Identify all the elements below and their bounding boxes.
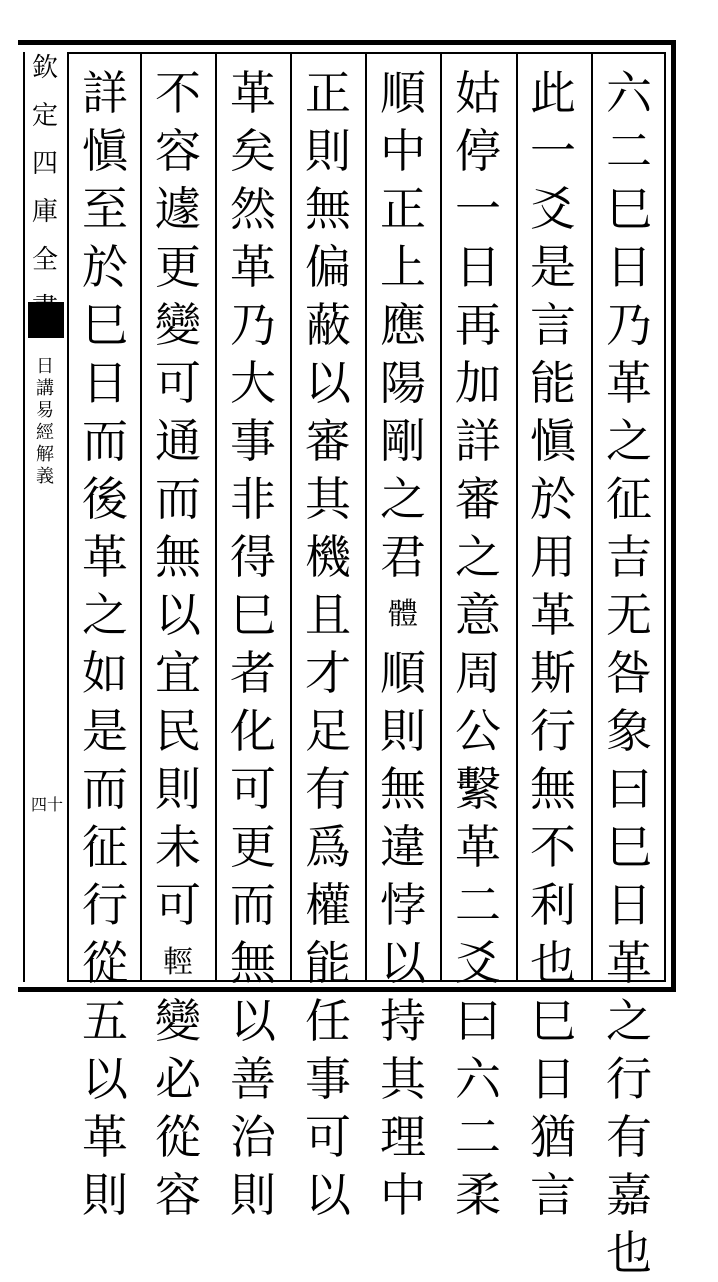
column-char: 繫 bbox=[455, 762, 501, 816]
column-char: 通 bbox=[155, 414, 201, 468]
column-char: 革 bbox=[230, 66, 276, 120]
column-char: 從 bbox=[82, 936, 128, 990]
column-char: 得 bbox=[230, 530, 276, 584]
column-char: 姑 bbox=[455, 66, 501, 120]
column-char: 且 bbox=[305, 588, 351, 642]
column-char: 爲 bbox=[305, 820, 351, 874]
column-char: 革 bbox=[606, 936, 652, 990]
column-char: 可 bbox=[230, 762, 276, 816]
column-char: 理 bbox=[380, 1110, 426, 1164]
column-char: 容 bbox=[155, 1168, 201, 1222]
column-char: 機 bbox=[305, 530, 351, 584]
column-char: 其 bbox=[305, 472, 351, 526]
margin-char: 庫 bbox=[31, 197, 58, 227]
column-char: 不 bbox=[155, 66, 201, 120]
column-char: 爻 bbox=[530, 182, 576, 236]
column-char: 從 bbox=[155, 1110, 201, 1164]
column-char: 至 bbox=[82, 182, 128, 236]
column-char: 陽 bbox=[380, 356, 426, 410]
column-char: 化 bbox=[230, 704, 276, 758]
column-char: 以 bbox=[82, 1052, 128, 1106]
column-char: 無 bbox=[230, 936, 276, 990]
column-char: 再 bbox=[455, 298, 501, 352]
margin-section-title bbox=[26, 356, 64, 488]
column-char: 二 bbox=[455, 1110, 501, 1164]
column-char: 如 bbox=[82, 646, 128, 700]
column-char: 足 bbox=[305, 704, 351, 758]
column-char: 順 bbox=[380, 66, 426, 120]
column-char: 行 bbox=[82, 878, 128, 932]
column-char: 六 bbox=[606, 66, 652, 120]
column-char: 偏 bbox=[305, 240, 351, 294]
column-char: 五 bbox=[82, 994, 128, 1048]
column-char: 言 bbox=[530, 298, 576, 352]
column-char: 則 bbox=[155, 762, 201, 816]
column-char: 猶 bbox=[530, 1110, 576, 1164]
column-char: 利 bbox=[530, 878, 576, 932]
column-char: 巳 bbox=[606, 182, 652, 236]
column-char: 正 bbox=[305, 66, 351, 120]
margin-char: 四 bbox=[31, 149, 58, 179]
column-char: 審 bbox=[455, 472, 501, 526]
column-char: 中 bbox=[380, 1168, 426, 1222]
column-char: 詳 bbox=[455, 414, 501, 468]
margin-char: 講 bbox=[36, 378, 54, 399]
column-char: 斯 bbox=[530, 646, 576, 700]
column-char: 君 bbox=[380, 530, 426, 584]
column-char: 上 bbox=[380, 240, 426, 294]
column-char: 也 bbox=[606, 1226, 652, 1280]
text-column bbox=[141, 64, 215, 1222]
column-char: 於 bbox=[82, 240, 128, 294]
column-char: 乃 bbox=[606, 298, 652, 352]
column-char: 也 bbox=[530, 936, 576, 990]
column-char: 則 bbox=[82, 1168, 128, 1222]
column-char: 周 bbox=[455, 646, 501, 700]
column-char: 才 bbox=[305, 646, 351, 700]
column-char: 用 bbox=[530, 530, 576, 584]
column-char: 日 bbox=[606, 240, 652, 294]
column-char: 未 bbox=[155, 820, 201, 874]
column-char: 然 bbox=[230, 182, 276, 236]
column-char: 革 bbox=[606, 356, 652, 410]
column-char: 體 bbox=[388, 597, 418, 632]
margin-book-title bbox=[26, 44, 64, 332]
column-char: 愼 bbox=[530, 414, 576, 468]
column-char: 革 bbox=[82, 530, 128, 584]
column-char: 有 bbox=[305, 762, 351, 816]
column-char: 日 bbox=[82, 356, 128, 410]
column-char: 无 bbox=[606, 588, 652, 642]
column-char: 之 bbox=[606, 414, 652, 468]
column-char: 事 bbox=[230, 414, 276, 468]
column-char: 日 bbox=[606, 878, 652, 932]
column-char: 言 bbox=[530, 1168, 576, 1222]
column-char: 順 bbox=[380, 646, 426, 700]
column-char: 曰 bbox=[455, 994, 501, 1048]
column-char: 更 bbox=[155, 240, 201, 294]
column-char: 矣 bbox=[230, 124, 276, 178]
column-char: 一 bbox=[530, 124, 576, 178]
column-char: 權 bbox=[305, 878, 351, 932]
text-column bbox=[592, 64, 666, 1280]
column-char: 以 bbox=[155, 588, 201, 642]
column-char: 之 bbox=[380, 472, 426, 526]
column-char: 征 bbox=[606, 472, 652, 526]
column-char: 咎 bbox=[606, 646, 652, 700]
column-char: 則 bbox=[230, 1168, 276, 1222]
column-char: 宜 bbox=[155, 646, 201, 700]
margin-char: 全 bbox=[31, 245, 58, 275]
column-char: 容 bbox=[155, 124, 201, 178]
column-char: 以 bbox=[380, 936, 426, 990]
page-number: 四十 bbox=[30, 795, 63, 814]
text-column bbox=[366, 64, 440, 1222]
column-char: 而 bbox=[82, 414, 128, 468]
column-char: 能 bbox=[530, 356, 576, 410]
column-char: 可 bbox=[155, 356, 201, 410]
column-char: 可 bbox=[305, 1110, 351, 1164]
column-char: 曰 bbox=[606, 762, 652, 816]
margin-char: 經 bbox=[36, 422, 54, 443]
column-char: 有 bbox=[606, 1110, 652, 1164]
column-char: 變 bbox=[155, 994, 201, 1048]
margin-char: 易 bbox=[36, 400, 54, 421]
column-char: 嘉 bbox=[606, 1168, 652, 1222]
column-char: 善 bbox=[230, 1052, 276, 1106]
column-char: 革 bbox=[530, 588, 576, 642]
column-char: 巳 bbox=[530, 994, 576, 1048]
column-char: 更 bbox=[230, 820, 276, 874]
text-column bbox=[291, 64, 365, 1222]
column-char: 柔 bbox=[455, 1168, 501, 1222]
fishtail-mark bbox=[28, 302, 64, 338]
margin-divider bbox=[23, 52, 25, 982]
column-char: 違 bbox=[380, 820, 426, 874]
column-char: 輕 bbox=[163, 945, 193, 980]
column-char: 以 bbox=[230, 994, 276, 1048]
text-column bbox=[216, 64, 290, 1222]
column-char: 不 bbox=[530, 820, 576, 874]
column-char: 之 bbox=[455, 530, 501, 584]
column-char: 則 bbox=[380, 704, 426, 758]
column-char: 行 bbox=[606, 1052, 652, 1106]
column-char: 之 bbox=[606, 994, 652, 1048]
column-char: 此 bbox=[530, 66, 576, 120]
column-char: 日 bbox=[530, 1052, 576, 1106]
text-column bbox=[441, 64, 515, 1222]
column-char: 爻 bbox=[455, 936, 501, 990]
column-char: 是 bbox=[82, 704, 128, 758]
column-char: 於 bbox=[530, 472, 576, 526]
column-char: 一 bbox=[455, 182, 501, 236]
column-char: 任 bbox=[305, 994, 351, 1048]
column-char: 必 bbox=[155, 1052, 201, 1106]
margin-char: 義 bbox=[36, 466, 54, 487]
column-char: 無 bbox=[305, 182, 351, 236]
column-char: 二 bbox=[455, 878, 501, 932]
column-char: 象 bbox=[606, 704, 652, 758]
margin-char: 定 bbox=[31, 101, 58, 131]
column-char: 而 bbox=[155, 472, 201, 526]
margin-char: 解 bbox=[36, 444, 54, 465]
column-char: 以 bbox=[305, 1168, 351, 1222]
column-char: 巳 bbox=[230, 588, 276, 642]
column-char: 持 bbox=[380, 994, 426, 1048]
column-char: 應 bbox=[380, 298, 426, 352]
column-char: 民 bbox=[155, 704, 201, 758]
column-char: 蔽 bbox=[305, 298, 351, 352]
column-char: 六 bbox=[455, 1052, 501, 1106]
column-char: 日 bbox=[455, 240, 501, 294]
column-char: 革 bbox=[230, 240, 276, 294]
text-column bbox=[516, 64, 590, 1222]
column-char: 無 bbox=[380, 762, 426, 816]
text-column bbox=[68, 64, 142, 1222]
column-char: 則 bbox=[305, 124, 351, 178]
column-char: 以 bbox=[305, 356, 351, 410]
column-char: 吉 bbox=[606, 530, 652, 584]
column-char: 能 bbox=[305, 936, 351, 990]
column-char: 悖 bbox=[380, 878, 426, 932]
column-char: 征 bbox=[82, 820, 128, 874]
column-char: 公 bbox=[455, 704, 501, 758]
column-char: 巳 bbox=[606, 820, 652, 874]
column-char: 詳 bbox=[82, 66, 128, 120]
column-char: 者 bbox=[230, 646, 276, 700]
column-char: 後 bbox=[82, 472, 128, 526]
column-char: 大 bbox=[230, 356, 276, 410]
column-char: 無 bbox=[155, 530, 201, 584]
column-char: 意 bbox=[455, 588, 501, 642]
column-char: 之 bbox=[82, 588, 128, 642]
column-char: 中 bbox=[380, 124, 426, 178]
column-char: 治 bbox=[230, 1110, 276, 1164]
column-char: 革 bbox=[455, 820, 501, 874]
margin-char: 日 bbox=[36, 356, 54, 377]
column-char: 乃 bbox=[230, 298, 276, 352]
column-char: 而 bbox=[230, 878, 276, 932]
column-char: 巳 bbox=[82, 298, 128, 352]
column-char: 愼 bbox=[82, 124, 128, 178]
column-char: 審 bbox=[305, 414, 351, 468]
column-char: 正 bbox=[380, 182, 426, 236]
margin-char: 欽 bbox=[31, 53, 58, 83]
column-char: 事 bbox=[305, 1052, 351, 1106]
column-char: 停 bbox=[455, 124, 501, 178]
column-char: 遽 bbox=[155, 182, 201, 236]
column-char: 二 bbox=[606, 124, 652, 178]
column-char: 而 bbox=[82, 762, 128, 816]
column-char: 其 bbox=[380, 1052, 426, 1106]
column-char: 是 bbox=[530, 240, 576, 294]
column-char: 無 bbox=[530, 762, 576, 816]
column-char: 革 bbox=[82, 1110, 128, 1164]
column-char: 可 bbox=[155, 878, 201, 932]
column-char: 加 bbox=[455, 356, 501, 410]
column-char: 變 bbox=[155, 298, 201, 352]
column-char: 行 bbox=[530, 704, 576, 758]
column-char: 剛 bbox=[380, 414, 426, 468]
column-char: 非 bbox=[230, 472, 276, 526]
